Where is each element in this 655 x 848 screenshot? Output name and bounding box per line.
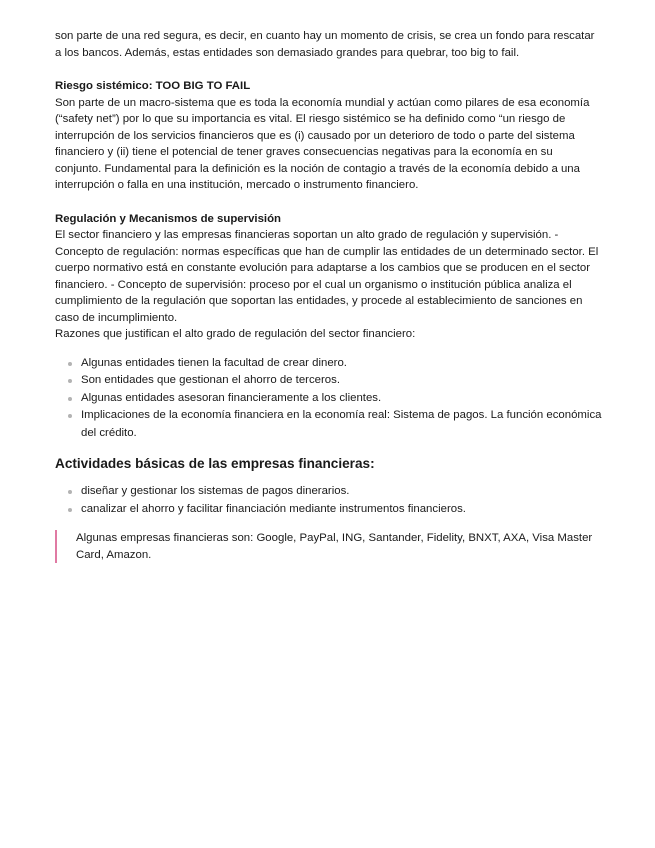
systemic-risk-paragraph: Son parte de un macro-sistema que es toda la economía mundial y actúan como pilares de esa economía (“safety net”) por lo que su importancia es vital. El riesgo sistémico se ha definido como “un riesgo de interrupción de los servicios financieros que es (i) causado por un deterioro de todo o parte del sistema financiero y (ii) tiene el potencial de tener graves consecuencias negativas para la economía en su conjunto. Fundamental para la definición es la noción de contagio a través de la economía debido a una interrupción o falla en una institución, mercado o instrumento financiero.	[55, 96, 590, 191]
activities-heading: Actividades básicas de las empresas financieras:	[55, 456, 375, 471]
list-item: Implicaciones de la economía financiera en la economía real: Sistema de pagos. La función económica del crédito.	[55, 407, 602, 442]
companies-blockquote: Algunas empresas financieras son: Google, PayPal, ING, Santander, Fidelity, BNXT, AXA, Visa Master Card, Amazon.	[55, 530, 602, 563]
document-page	[55, 28, 602, 563]
intro-paragraph: son parte de una red segura, es decir, en cuanto hay un momento de crisis, se crea un fondo para rescatar a los bancos. Además, estas entidades son demasiado grandes para quebrar, too big to fail.	[55, 30, 595, 59]
systemic-risk-heading: Riesgo sistémico: TOO BIG TO FAIL	[55, 80, 251, 92]
regulation-paragraph: El sector financiero y las empresas financieras soportan un alto grado de regulación y supervisión. - Concepto de regulación: normas específicas que han de cumplir las entidades de un determinado sector. El cuerpo normativo está en constante evolución para adaptarse a los cambios que se producen en el sector financiero. - Concepto de supervisión: proceso por el cual un organismo o institución pública analiza el cumplimiento de la regulación que soportan las entidades, y procede al establecimiento de sanciones en caso de incumplimiento.	[55, 229, 599, 324]
reasons-list	[55, 355, 602, 443]
list-item: diseñar y gestionar los sistemas de pagos dinerarios.	[55, 483, 602, 501]
list-item: Algunas entidades tienen la facultad de crear dinero.	[55, 355, 602, 373]
reasons-intro: Razones que justifican el alto grado de regulación del sector financiero:	[55, 328, 416, 340]
list-item: Algunas entidades asesoran financieramente a los clientes.	[55, 390, 602, 408]
list-item: canalizar el ahorro y facilitar financiación mediante instrumentos financieros.	[55, 501, 602, 519]
list-item: Son entidades que gestionan el ahorro de terceros.	[55, 372, 602, 390]
activities-section	[55, 455, 602, 563]
regulation-section	[55, 211, 602, 443]
activities-list	[55, 483, 602, 518]
systemic-risk-section	[55, 78, 602, 194]
regulation-heading: Regulación y Mecanismos de supervisión	[55, 212, 281, 225]
